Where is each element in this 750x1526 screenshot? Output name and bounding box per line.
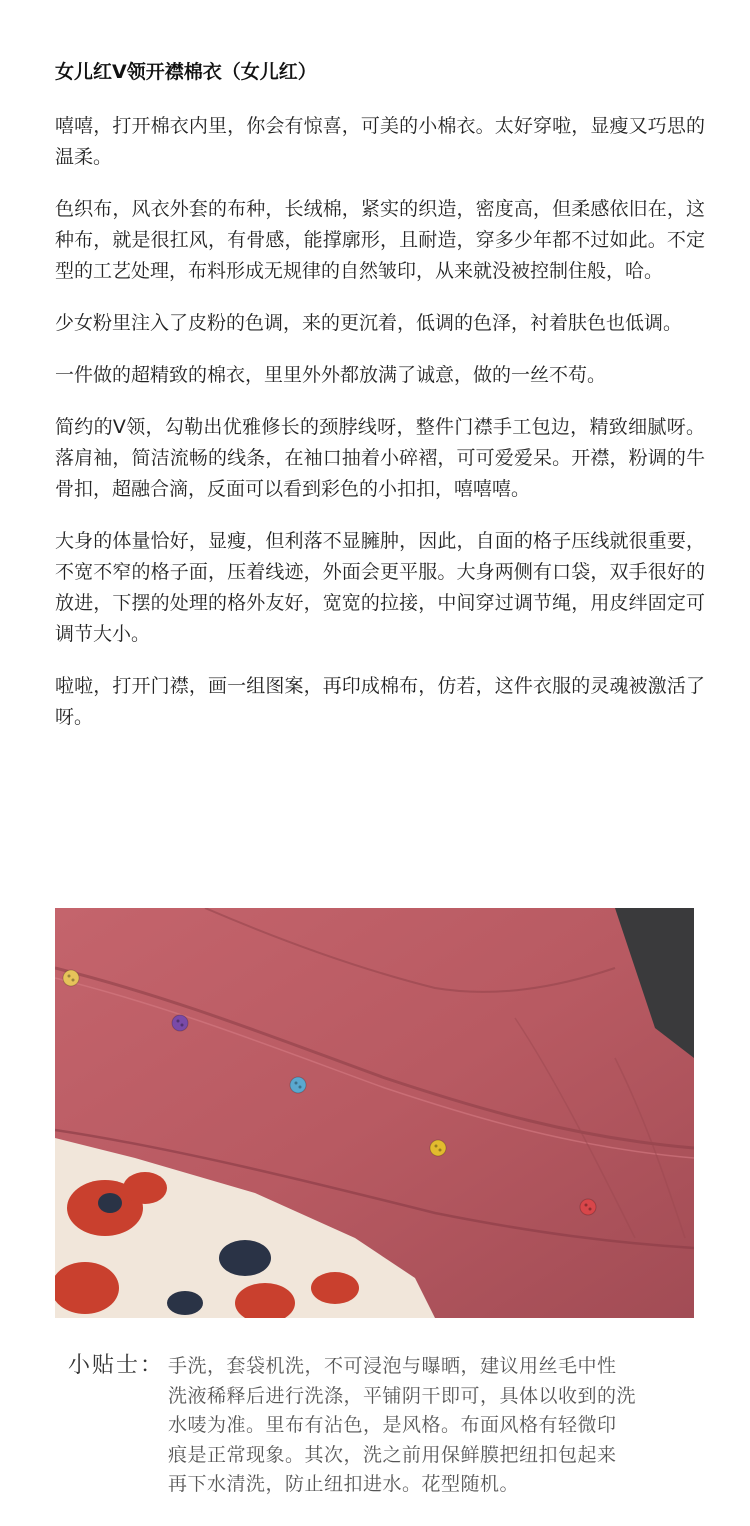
button-yellow <box>63 970 79 986</box>
product-photo <box>55 908 694 1318</box>
tip-line: 手洗，套袋机洗，不可浸泡与曝晒，建议用丝毛中性 <box>168 1355 617 1377</box>
flower-red <box>123 1172 167 1204</box>
paragraph-collar: 简约的V领，勾勒出优雅修长的颈脖线呀，整件门襟手工包边，精致细腻呀。落肩袖，简洁流畅的线条，在袖口抽着小碎褶，可可爱爱呆。开襟，粉调的牛骨扣，超融合滴，反面可以看到彩色的小扣扣，嘻嘻嘻。 <box>55 416 705 500</box>
button-blue <box>290 1077 306 1093</box>
button-purple <box>172 1015 188 1031</box>
jacket-detail-illustration <box>55 908 694 1318</box>
article-body <box>55 58 705 754</box>
tip-label: 小贴士： <box>68 1353 165 1378</box>
paragraph-color: 少女粉里注入了皮粉的色调，来的更沉着，低调的色泽，衬着肤色也低调。 <box>55 312 683 334</box>
paragraph-craft: 一件做的超精致的棉衣，里里外外都放满了诚意，做的一丝不苟。 <box>55 364 607 386</box>
tip-text <box>168 1352 693 1500</box>
page-title: 女儿红V领开襟棉衣（女儿红） <box>55 61 317 83</box>
flower-center <box>98 1193 122 1213</box>
flower-leaf <box>167 1291 203 1315</box>
paragraph-fabric: 色织布，风衣外套的布种，长绒棉，紧实的织造，密度高，但柔感依旧在，这种布，就是很扛风，有骨感，能撑廓形，且耐造，穿多少年都不过如此。不定型的工艺处理，布料形成无规律的自然皱印，从来就没被控制住般，哈。 <box>55 198 705 282</box>
tip-line: 洗液稀释后进行洗涤，平铺阴干即可，具体以收到的洗 <box>168 1384 637 1407</box>
tip-line: 水唛为准。里布有沾色，是风格。布面风格有轻微印 <box>168 1414 617 1436</box>
button-red <box>580 1199 596 1215</box>
tip-line: 再下水清洗，防止纽扣进水。花型随机。 <box>168 1473 520 1495</box>
button-gold <box>430 1140 446 1156</box>
flower-leaf <box>219 1240 271 1276</box>
tip-line: 痕是正常现象。其次，洗之前用保鲜膜把纽扣包起来 <box>168 1443 617 1466</box>
paragraph-lining: 啦啦，打开门襟，画一组图案，再印成棉布，仿若，这件衣服的灵魂被激活了呀。 <box>55 675 705 728</box>
paragraph-intro: 嘻嘻，打开棉衣内里，你会有惊喜，可美的小棉衣。太好穿啦，显瘦又巧思的温柔。 <box>55 115 705 168</box>
paragraph-body: 大身的体量恰好，显瘦，但利落不显臃肿，因此，自面的格子压线就很重要，不宽不窄的格子面，压着线迹，外面会更平服。大身两侧有口袋，双手很好的放进，下摆的处理的格外友好，宽宽的拉接，中间穿过调节绳，用皮绊固定可调节大小。 <box>55 530 705 645</box>
flower-red <box>311 1272 359 1304</box>
